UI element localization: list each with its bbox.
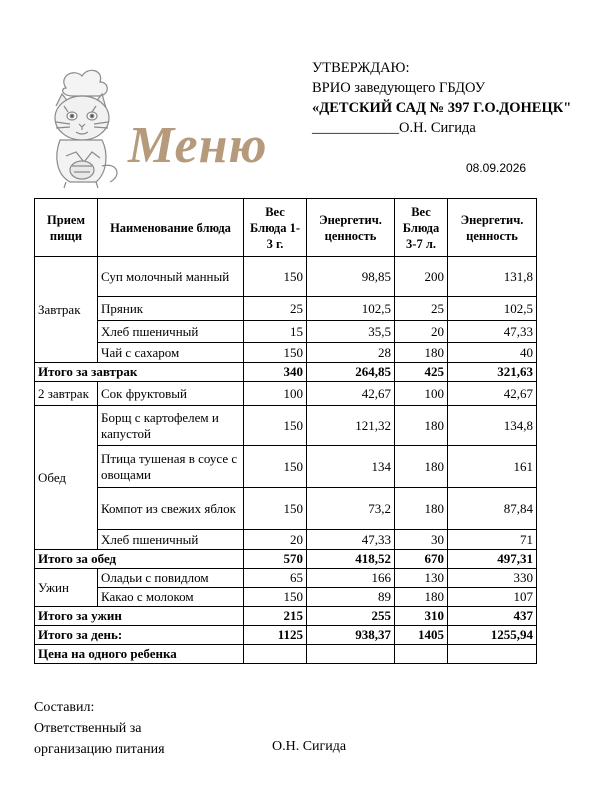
price-cell (307, 645, 395, 664)
total-weight-small: 340 (244, 363, 307, 382)
meal-cell-breakfast: Завтрак (35, 257, 98, 363)
energy-big-cell: 161 (448, 446, 537, 488)
weight-small-cell: 150 (244, 343, 307, 363)
weight-small-cell: 150 (244, 488, 307, 530)
table-row (35, 569, 537, 588)
energy-small-cell: 121,32 (307, 406, 395, 446)
total-label: Итого за ужин (35, 607, 244, 626)
dish-cell: Чай с сахаром (98, 343, 244, 363)
table-row (35, 446, 537, 488)
energy-small-cell: 98,85 (307, 257, 395, 297)
total-energy-small: 938,37 (307, 626, 395, 645)
menu-date: 08.09.2026 (466, 161, 527, 175)
total-weight-big: 425 (395, 363, 448, 382)
meal-cell-lunch: Обед (35, 406, 98, 550)
weight-small-cell: 65 (244, 569, 307, 588)
dish-cell: Пряник (98, 297, 244, 321)
price-cell (448, 645, 537, 664)
energy-small-cell: 28 (307, 343, 395, 363)
dish-cell: Суп молочный манный (98, 257, 244, 297)
footer-line-1: Составил: (34, 700, 95, 715)
header-meal: Прием пищи (35, 199, 98, 257)
weight-big-cell: 180 (395, 343, 448, 363)
energy-small-cell: 73,2 (307, 488, 395, 530)
total-row-lunch (35, 550, 537, 569)
total-energy-big: 437 (448, 607, 537, 626)
table-row (35, 406, 537, 446)
dish-cell: Оладьи с повидлом (98, 569, 244, 588)
energy-big-cell: 87,84 (448, 488, 537, 530)
total-weight-small: 1125 (244, 626, 307, 645)
weight-big-cell: 180 (395, 406, 448, 446)
energy-small-cell: 47,33 (307, 530, 395, 550)
weight-big-cell: 180 (395, 488, 448, 530)
header-energy-big: Энергетич. ценность (448, 199, 537, 257)
total-row-day (35, 626, 537, 645)
chef-cat-illustration (36, 66, 131, 190)
weight-small-cell: 20 (244, 530, 307, 550)
total-weight-big: 670 (395, 550, 448, 569)
price-row (35, 645, 537, 664)
energy-big-cell: 47,33 (448, 321, 537, 343)
weight-small-cell: 150 (244, 446, 307, 488)
weight-big-cell: 30 (395, 530, 448, 550)
header-dish: Наименование блюда (98, 199, 244, 257)
weight-big-cell: 25 (395, 297, 448, 321)
price-cell (244, 645, 307, 664)
meal-cell-dinner: Ужин (35, 569, 98, 607)
total-label: Итого за завтрак (35, 363, 244, 382)
weight-small-cell: 150 (244, 588, 307, 607)
footer-block (34, 697, 165, 760)
weight-small-cell: 150 (244, 257, 307, 297)
table-row (35, 382, 537, 406)
energy-big-cell: 40 (448, 343, 537, 363)
energy-small-cell: 134 (307, 446, 395, 488)
total-energy-small: 255 (307, 607, 395, 626)
total-weight-small: 215 (244, 607, 307, 626)
energy-big-cell: 71 (448, 530, 537, 550)
dish-cell: Какао с молоком (98, 588, 244, 607)
header-weight-small: Вес Блюда 1-3 г. (244, 199, 307, 257)
header-weight-big: Вес Блюда 3-7 л. (395, 199, 448, 257)
table-row (35, 321, 537, 343)
total-row-breakfast (35, 363, 537, 382)
weight-big-cell: 180 (395, 446, 448, 488)
weight-big-cell: 130 (395, 569, 448, 588)
table-row (35, 343, 537, 363)
total-energy-small: 418,52 (307, 550, 395, 569)
total-energy-big: 497,31 (448, 550, 537, 569)
weight-small-cell: 150 (244, 406, 307, 446)
price-label: Цена на одного ребенка (35, 645, 244, 664)
total-row-dinner (35, 607, 537, 626)
menu-title: Меню (128, 117, 268, 174)
dish-cell: Хлеб пшеничный (98, 321, 244, 343)
dish-cell: Компот из свежих яблок (98, 488, 244, 530)
energy-small-cell: 166 (307, 569, 395, 588)
total-energy-big: 1255,94 (448, 626, 537, 645)
approval-block (312, 58, 571, 138)
footer-line-3: организацию питания (34, 742, 165, 757)
total-label: Итого за обед (35, 550, 244, 569)
energy-big-cell: 107 (448, 588, 537, 607)
dish-cell: Птица тушеная в соусе с овощами (98, 446, 244, 488)
table-row (35, 257, 537, 297)
footer-signature: О.Н. Сигида (272, 739, 347, 754)
weight-big-cell: 20 (395, 321, 448, 343)
total-energy-small: 264,85 (307, 363, 395, 382)
price-cell (395, 645, 448, 664)
energy-big-cell: 102,5 (448, 297, 537, 321)
menu-table (34, 198, 537, 664)
approval-line-2: ВРИО заведующего ГБДОУ (312, 80, 485, 96)
table-header-row (35, 199, 537, 257)
weight-big-cell: 180 (395, 588, 448, 607)
table-row (35, 488, 537, 530)
weight-small-cell: 15 (244, 321, 307, 343)
dish-cell: Борщ с картофелем и капустой (98, 406, 244, 446)
energy-small-cell: 42,67 (307, 382, 395, 406)
weight-small-cell: 100 (244, 382, 307, 406)
approval-line-1: УТВЕРЖДАЮ: (312, 60, 410, 76)
dish-cell: Хлеб пшеничный (98, 530, 244, 550)
dish-cell: Сок фруктовый (98, 382, 244, 406)
header-energy-small: Энергетич. ценность (307, 199, 395, 257)
weight-small-cell: 25 (244, 297, 307, 321)
energy-big-cell: 134,8 (448, 406, 537, 446)
meal-cell-second-breakfast: 2 завтрак (35, 382, 98, 406)
weight-big-cell: 200 (395, 257, 448, 297)
weight-big-cell: 100 (395, 382, 448, 406)
footer-line-2: Ответственный за (34, 721, 142, 736)
approval-line-3: «ДЕТСКИЙ САД № 397 Г.О.ДОНЕЦК" (312, 100, 572, 116)
table-row (35, 530, 537, 550)
table-row (35, 297, 537, 321)
energy-big-cell: 131,8 (448, 257, 537, 297)
total-weight-big: 310 (395, 607, 448, 626)
energy-small-cell: 89 (307, 588, 395, 607)
energy-big-cell: 42,67 (448, 382, 537, 406)
energy-big-cell: 330 (448, 569, 537, 588)
energy-small-cell: 102,5 (307, 297, 395, 321)
total-energy-big: 321,63 (448, 363, 537, 382)
table-row (35, 588, 537, 607)
total-label: Итого за день: (35, 626, 244, 645)
total-weight-big: 1405 (395, 626, 448, 645)
total-weight-small: 570 (244, 550, 307, 569)
approval-line-4: ____________О.Н. Сигида (312, 120, 476, 136)
energy-small-cell: 35,5 (307, 321, 395, 343)
